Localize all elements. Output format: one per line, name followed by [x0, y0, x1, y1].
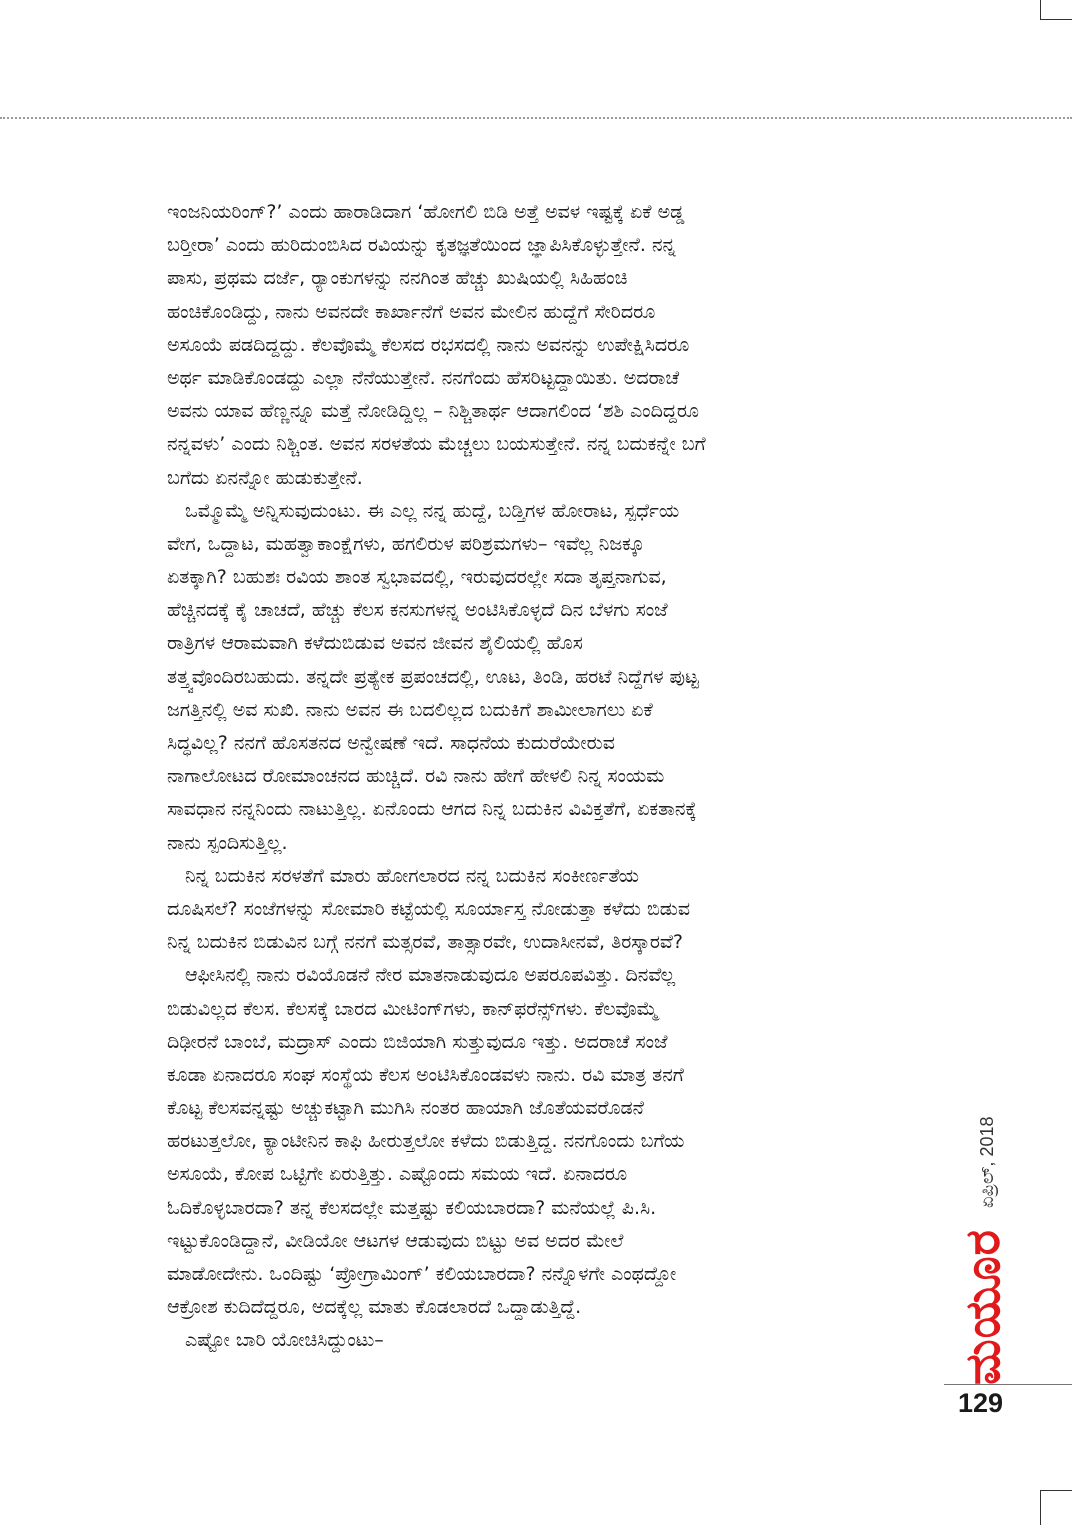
body-line: ಎಷ್ಟೋ ಬಾರಿ ಯೋಚಿಸಿದ್ದುಂಟು– — [185, 1329, 384, 1352]
body-line: ನಾನು ಸ್ಪಂದಿಸುತ್ತಿಲ್ಲ. — [167, 831, 288, 854]
body-line: ತತ್ತ್ವವೊಂದಿರಬಹುದು. ತನ್ನದೇ ಪ್ರತ್ಯೇಕ ಪ್ರಪಂಚದಲ್ಲಿ, ಊಟ, ತಿಂಡಿ, ಹರಟೆ ನಿದ್ದೆಗಳ ಪುಟ್ಟ — [167, 665, 699, 688]
dotted-separator — [0, 117, 1072, 119]
body-line: ರಾತ್ರಿಗಳ ಆರಾಮವಾಗಿ ಕಳೆದುಬಿಡುವ ಅವನ ಜೀವನ ಶೈಲಿಯಲ್ಲಿ ಹೊಸ — [167, 632, 583, 655]
body-line: ಹಂಚಿಕೊಂಡಿದ್ದು, ನಾನು ಅವನದೇ ಕಾರ್ಖಾನೆಗೆ ಅವನ ಮೇಲಿನ ಹುದ್ದೆಗೆ ಸೇರಿದರೂ — [167, 300, 656, 323]
body-line: ಬಿಡುವಿಲ್ಲದ ಕೆಲಸ. ಕೆಲಸಕ್ಕೆ ಬಾರದ ಮೀಟಿಂಗ್‌ಗಳು, ಕಾನ್‌ಫರೆನ್ಸ್‌ಗಳು. ಕೆಲವೊಮ್ಮೆ — [167, 997, 659, 1020]
body-line: ಇಂಜನಿಯರಿಂಗ್?’ ಎಂದು ಹಾರಾಡಿದಾಗ ‘ಹೋಗಲಿ ಬಿಡಿ ಅತ್ತೆ ಅವಳ ಇಷ್ಟಕ್ಕೆ ಏಕೆ ಅಡ್ಡ — [167, 201, 685, 223]
body-line: ಆಕ್ರೋಶ ಕುದಿದೆದ್ದರೂ, ಅದಕ್ಕೆಲ್ಲ ಮಾತು ಕೊಡಲಾರದೆ ಒದ್ದಾಡುತ್ತಿದ್ದೆ. — [167, 1296, 582, 1319]
body-line: ಒಮ್ಮೊಮ್ಮೆ ಅನ್ನಿಸುವುದುಂಟು. ಈ ಎಲ್ಲ ನನ್ನ ಹುದ್ದೆ, ಬಡ್ತಿಗಳ ಹೋರಾಟ, ಸ್ಪರ್ಧೆಯ — [185, 499, 680, 522]
body-line: ಅವನು ಯಾವ ಹೆಣ್ಣನ್ನೂ ಮತ್ತೆ ನೋಡಿದ್ದಿಲ್ಲ – ನಿಶ್ಚಿತಾರ್ಥ ಆದಾಗಲಿಂದ ‘ಶಶಿ ಎಂದಿದ್ದರೂ — [167, 400, 700, 423]
body-line: ಅಸೂಯೆ, ಕೋಪ ಒಟ್ಟಿಗೇ ಏರುತ್ತಿತ್ತು. ಎಷ್ಟೊಂದು ಸಮಯ ಇದೆ. ಏನಾದರೂ — [167, 1163, 628, 1186]
crop-mark-bottom — [1040, 1490, 1072, 1525]
body-line: ಆಫೀಸಿನಲ್ಲಿ ನಾನು ರವಿಯೊಡನೆ ನೇರ ಮಾತನಾಡುವುದೂ ಅಪರೂಪವಿತ್ತು. ದಿನವೆಲ್ಲ — [185, 964, 676, 987]
body-line: ಮಾಡೋದೇನು. ಒಂದಿಷ್ಟು ‘ಪ್ರೋಗ್ರಾಮಿಂಗ್’ ಕಲಿಯಬಾರದಾ? ನನ್ನೊಳಗೇ ಎಂಥದ್ದೋ — [167, 1263, 677, 1285]
body-line: ಬಗೆದು ಏನನ್ನೋ ಹುಡುಕುತ್ತೇನೆ. — [167, 466, 363, 489]
article-body — [167, 196, 913, 1358]
body-line: ಪಾಸು, ಪ್ರಥಮ ದರ್ಜೆ, ರ್‍ಯಾಂಕುಗಳನ್ನು ನನಗಿಂತ ಹೆಚ್ಚು ಖುಷಿಯಲ್ಲಿ ಸಿಹಿಹಂಚಿ — [167, 267, 628, 290]
body-line: ಕೊಟ್ಟ ಕೆಲಸವನ್ನಷ್ಟು ಅಚ್ಚುಕಟ್ಟಾಗಿ ಮುಗಿಸಿ ನಂತರ ಹಾಯಾಗಿ ಜೊತೆಯವರೊಡನೆ — [167, 1097, 644, 1120]
body-line: ಅರ್ಥ ಮಾಡಿಕೊಂಡದ್ದು ಎಲ್ಲಾ ನೆನೆಯುತ್ತೇನೆ. ನನಗೆಂದು ಹೆಸರಿಟ್ಟದ್ದಾಯಿತು. ಅದರಾಚೆ — [167, 366, 680, 389]
body-line: ನಾಗಾಲೋಟದ ರೋಮಾಂಚನದ ಹುಚ್ಚಿದೆ. ರವಿ ನಾನು ಹೇಗೆ ಹೇಳಲಿ ನಿನ್ನ ಸಂಯಮ — [167, 765, 665, 788]
body-line: ಹರಟುತ್ತಲೋ, ಕ್ಯಾಂಟೀನಿನ ಕಾಫಿ ಹೀರುತ್ತಲೋ ಕಳೆದು ಬಿಡುತ್ತಿದ್ದ. ನನಗೊಂದು ಬಗೆಯ — [167, 1130, 685, 1153]
magazine-logo: ಮಯೂರ — [955, 1228, 1011, 1385]
body-line: ಏತಕ್ಕಾಗಿ? ಬಹುಶಃ ರವಿಯ ಶಾಂತ ಸ್ವಭಾವದಲ್ಲಿ, ಇರುವುದರಲ್ಲೇ ಸದಾ ತೃಪ್ತನಾಗುವ, — [167, 566, 667, 589]
body-line: ಜಗತ್ತಿನಲ್ಲಿ ಅವ ಸುಖಿ. ನಾನು ಅವನ ಈ ಬದಲಿಲ್ಲದ ಬದುಕಿಗೆ ಶಾಮೀಲಾಗಲು ಏಕೆ — [167, 698, 653, 721]
body-line: ಸಿದ್ಧವಿಲ್ಲ? ನನಗೆ ಹೊಸತನದ ಅನ್ವೇಷಣೆ ಇದೆ. ಸಾಧನೆಯ ಕುದುರೆಯೇರುವ — [167, 732, 615, 754]
body-line: ನಿನ್ನ ಬದುಕಿನ ಬಿಡುವಿನ ಬಗ್ಗೆ ನನಗೆ ಮತ್ಸರವೆ, ತಾತ್ಸಾರವೇ, ಉದಾಸೀನವೆ, ತಿರಸ್ಕಾರವೆ? — [167, 931, 683, 954]
body-line: ಬರ್‍ತೀರಾ’ ಎಂದು ಹುರಿದುಂಬಿಸಿದ ರವಿಯನ್ನು ಕೃತಜ್ಞತೆಯಿಂದ ಜ್ಞಾಪಿಸಿಕೊಳ್ಳುತ್ತೇನೆ. ನನ್ನ — [167, 234, 676, 257]
crop-mark-top — [1040, 0, 1072, 20]
body-line: ಕೂಡಾ ಏನಾದರೂ ಸಂಘ ಸಂಸ್ಥೆಯ ಕೆಲಸ ಅಂಟಿಸಿಕೊಂಡವಳು ನಾನು. ರವಿ ಮಾತ್ರ ತನಗೆ — [167, 1063, 684, 1086]
issue-date: ಏಪ್ರಿಲ್, 2018 — [977, 1116, 997, 1208]
body-line: ನಿನ್ನ ಬದುಕಿನ ಸರಳತೆಗೆ ಮಾರು ಹೋಗಲಾರದ ನನ್ನ ಬದುಕಿನ ಸಂಕೀರ್ಣತೆಯ — [185, 864, 640, 887]
page-number-rule — [944, 1384, 1072, 1385]
body-line: ವೇಗ, ಒದ್ದಾಟ, ಮಹತ್ವಾಕಾಂಕ್ಷೆಗಳು, ಹಗಲಿರುಳ ಪರಿಶ್ರಮಗಳು– ಇವೆಲ್ಲ ನಿಜಕ್ಕೂ — [167, 532, 645, 555]
body-line: ದಿಢೀರನೆ ಬಾಂಬೆ, ಮದ್ರಾಸ್ ಎಂದು ಬಿಜಿಯಾಗಿ ಸುತ್ತುವುದೂ ಇತ್ತು. ಅದರಾಚೆ ಸಂಜೆ — [167, 1030, 668, 1053]
body-line: ಅಸೂಯೆ ಪಡದಿದ್ದದ್ದು. ಕೆಲವೊಮ್ಮೆ ಕೆಲಸದ ರಭಸದಲ್ಲಿ ನಾನು ಅವನನ್ನು ಉಪೇಕ್ಷಿಸಿದರೂ — [167, 333, 690, 356]
body-line: ಹೆಚ್ಚಿನದಕ್ಕೆ ಕೈ ಚಾಚದೆ, ಹೆಚ್ಚು ಕೆಲಸ ಕನಸುಗಳನ್ನ ಅಂಟಿಸಿಕೊಳ್ಳದೆ ದಿನ ಬೆಳಗು ಸಂಜೆ — [167, 599, 668, 622]
body-line: ಇಟ್ಟುಕೊಂಡಿದ್ದಾನೆ, ವೀಡಿಯೋ ಆಟಗಳ ಆಡುವುದು ಬಿಟ್ಟು ಅವ ಅದರ ಮೇಲೆ — [167, 1229, 624, 1252]
body-line: ನನ್ನವಳು’ ಎಂದು ನಿಶ್ಚಿಂತ. ಅವನ ಸರಳತೆಯ ಮೆಚ್ಚಲು ಬಯಸುತ್ತೇನೆ. ನನ್ನ ಬದುಕನ್ನೇ ಬಗೆ — [167, 433, 706, 456]
page-number: 129 — [958, 1388, 1004, 1418]
body-line: ಓದಿಕೊಳ್ಳಬಾರದಾ? ತನ್ನ ಕೆಲಸದಲ್ಲೇ ಮತ್ತಷ್ಟು ಕಲಿಯಬಾರದಾ? ಮನೆಯಲ್ಲೆ ಪಿ.ಸಿ. — [167, 1196, 657, 1219]
body-line: ದೂಷಿಸಲೆ? ಸಂಜೆಗಳನ್ನು ಸೋಮಾರಿ ಕಟ್ಟೆಯಲ್ಲಿ ಸೂರ್ಯಾಸ್ತ ನೋಡುತ್ತಾ ಕಳೆದು ಬಿಡುವ — [167, 897, 691, 920]
body-line: ಸಾವಧಾನ ನನ್ನನಿಂದು ನಾಟುತ್ತಿಲ್ಲ. ಏನೊಂದು ಆಗದ ನಿನ್ನ ಬದುಕಿನ ವಿವಿಕ್ತತೆಗೆ, ಏಕತಾನಕ್ಕೆ — [167, 798, 697, 821]
